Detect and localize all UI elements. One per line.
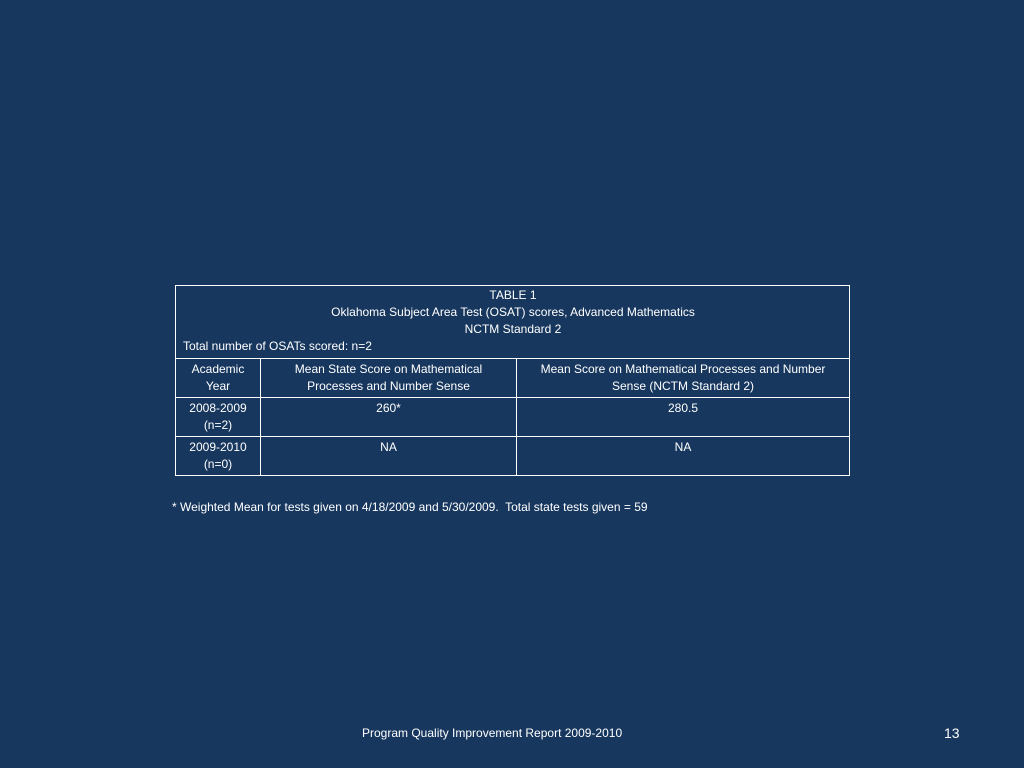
table-caption-row bbox=[176, 286, 850, 359]
cell-mean: 280.5 bbox=[517, 398, 850, 437]
report-footer-title: Program Quality Improvement Report 2009-2010 bbox=[362, 726, 623, 740]
cell-state-mean: NA bbox=[261, 437, 517, 476]
header-mean-score: Mean Score on Mathematical Processes and Number Sense (NCTM Standard 2) bbox=[517, 359, 850, 398]
cell-state-mean: 260* bbox=[261, 398, 517, 437]
table-total-count: Total number of OSATs scored: n=2 bbox=[183, 339, 372, 353]
table-caption bbox=[176, 286, 850, 359]
cell-mean: NA bbox=[517, 437, 850, 476]
cell-year: 2008-2009 (n=2) bbox=[176, 398, 261, 437]
header-state-mean: Mean State Score on Mathematical Processes and Number Sense bbox=[261, 359, 517, 398]
header-academic-year: Academic Year bbox=[176, 359, 261, 398]
table-label: TABLE 1 bbox=[489, 288, 537, 302]
table-footnote: * Weighted Mean for tests given on 4/18/2009 and 5/30/2009. Total state tests given = 59 bbox=[172, 500, 648, 514]
cell-year: 2009-2010 (n=0) bbox=[176, 437, 261, 476]
table-row bbox=[176, 437, 850, 476]
page-number: 13 bbox=[944, 725, 960, 741]
table-title: Oklahoma Subject Area Test (OSAT) scores, Advanced Mathematics bbox=[331, 305, 695, 319]
table-row bbox=[176, 398, 850, 437]
osat-scores-table bbox=[175, 285, 850, 476]
table-header-row bbox=[176, 359, 850, 398]
table-subtitle: NCTM Standard 2 bbox=[464, 322, 562, 336]
